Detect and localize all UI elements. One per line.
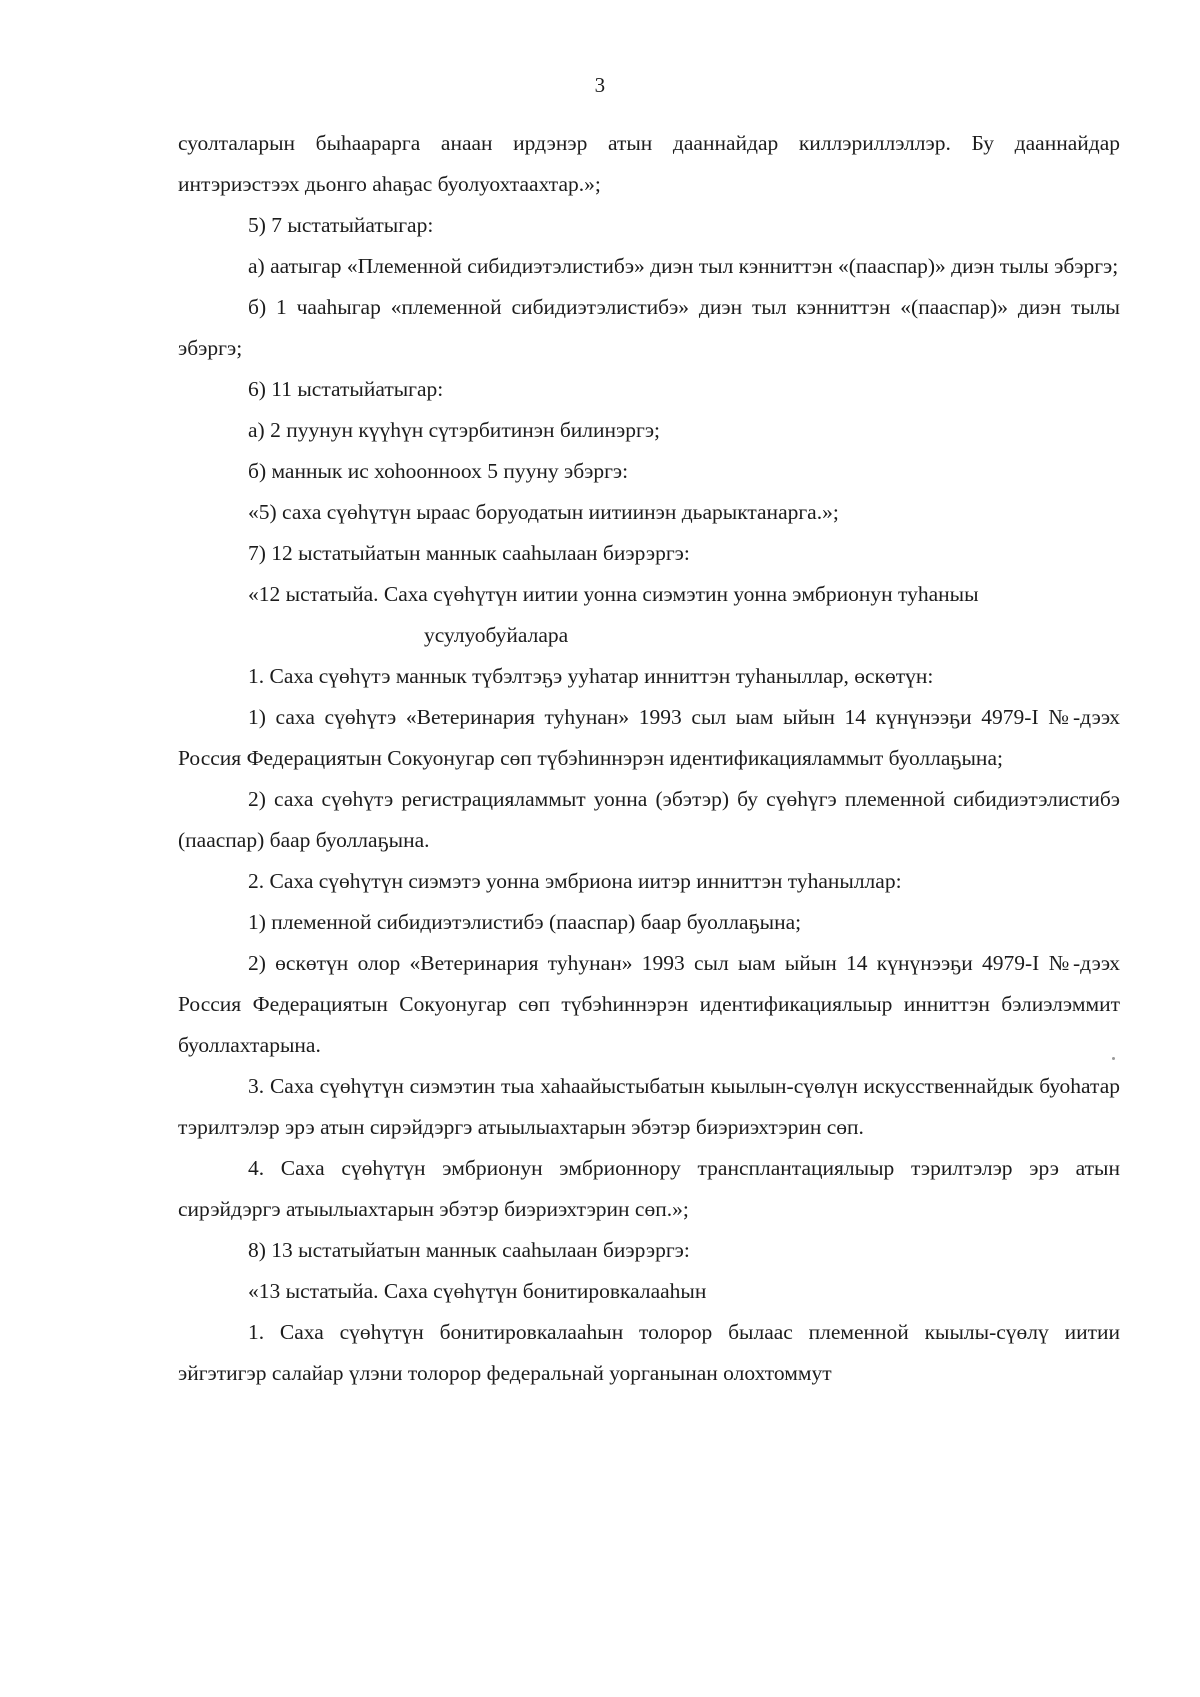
paragraph: б) 1 чааһыгар «племенной сибидиэтэлистибэ» диэн тыл кэнниттэн «(пааспар)» диэн тылы эбэргэ;: [178, 295, 1120, 360]
paragraph: 6) 11 ыстатыйатыгар:: [248, 377, 444, 401]
paragraph: 1) племенной сибидиэтэлистибэ (пааспар) баар буоллаҕына;: [248, 910, 802, 934]
paragraph: а) 2 пуунун күүһүн сүтэрбитинэн билинэргэ;: [248, 418, 661, 442]
article-heading-continuation: усулуобуйалара: [424, 623, 569, 647]
paragraph: 1) саха сүөһүтэ «Ветеринария туһунан» 1993 сыл ыам ыйын 14 күнүнээҕи 4979-I №-дээх Россия Федерациятын Сокуонугар сөп түбэһиннэрэн идентификацияламмыт буоллаҕына;: [178, 705, 1120, 770]
paragraph: 1. Саха сүөһүтүн бонитировкалааһын толорор былаас племенной кыылы-сүөлү иитии эйгэтигэр салайар үлэни толорор федеральнай уорганынан олохтоммут: [178, 1320, 1120, 1385]
paragraph: 3. Саха сүөһүтүн сиэмэтин тыа хаһаайыстыбатын кыылын-сүөлүн искусственнайдык буоһатар тэрилтэлэр эрэ атын сирэйдэргэ атыылыахтарын эбэтэр биэриэхтэрин сөп.: [178, 1074, 1120, 1139]
paragraph: 1. Саха сүөһүтэ маннык түбэлтэҕэ ууһатар инниттэн туһаныллар, өскөтүн:: [248, 664, 934, 688]
scan-speck: [1112, 1057, 1115, 1060]
paragraph: 2) өскөтүн олор «Ветеринария туһунан» 1993 сыл ыам ыйын 14 күнүнээҕи 4979-I №-дээх Россия Федерациятын Сокуонугар сөп түбэһиннэрэн идентификациялыыр инниттэн бэлиэлэммит буоллахтарына.: [178, 951, 1120, 1057]
paragraph: 8) 13 ыстатыйатын маннык сааһылаан биэрэргэ:: [248, 1238, 690, 1262]
paragraph: 2) саха сүөһүтэ регистрацияламмыт уонна (эбэтэр) бу сүөһүгэ племенной сибидиэтэлистибэ (пааспар) баар буоллаҕына.: [178, 787, 1120, 852]
page-number: 3: [594, 73, 606, 97]
article-heading: «12 ыстатыйа. Саха сүөһүтүн иитии уонна сиэмэтин уонна эмбрионун туһаныы: [248, 582, 979, 606]
paragraph: суолталарын быһаарарга анаан ирдэнэр атын дааннайдар киллэриллэллэр. Бу дааннайдар интэриэстээх дьонго аһаҕас буолуохтаахтар.»;: [178, 131, 1120, 196]
article-heading: «13 ыстатыйа. Саха сүөһүтүн бонитировкалааһын: [248, 1279, 707, 1303]
paragraph: 5) 7 ыстатыйатыгар:: [248, 213, 434, 237]
paragraph: а) аатыгар «Племенной сибидиэтэлистибэ» диэн тыл кэнниттэн «(пааспар)» диэн тылы эбэргэ;: [248, 254, 1119, 278]
paragraph: «5) саха сүөһүтүн ыраас боруодатын иитиинэн дьарыктанарга.»;: [248, 500, 839, 524]
paragraph: б) маннык ис хоһоонноох 5 пууну эбэргэ:: [248, 459, 629, 483]
paragraph: 2. Саха сүөһүтүн сиэмэтэ уонна эмбриона иитэр инниттэн туһаныллар:: [248, 869, 902, 893]
paragraph: 7) 12 ыстатыйатын маннык сааһылаан биэрэргэ:: [248, 541, 690, 565]
document-body: [178, 123, 1120, 1394]
paragraph: 4. Саха сүөһүтүн эмбрионун эмбрионнору трансплантациялыыр тэрилтэлэр эрэ атын сирэйдэргэ атыылыахтарын эбэтэр биэриэхтэрин сөп.»;: [178, 1156, 1120, 1221]
